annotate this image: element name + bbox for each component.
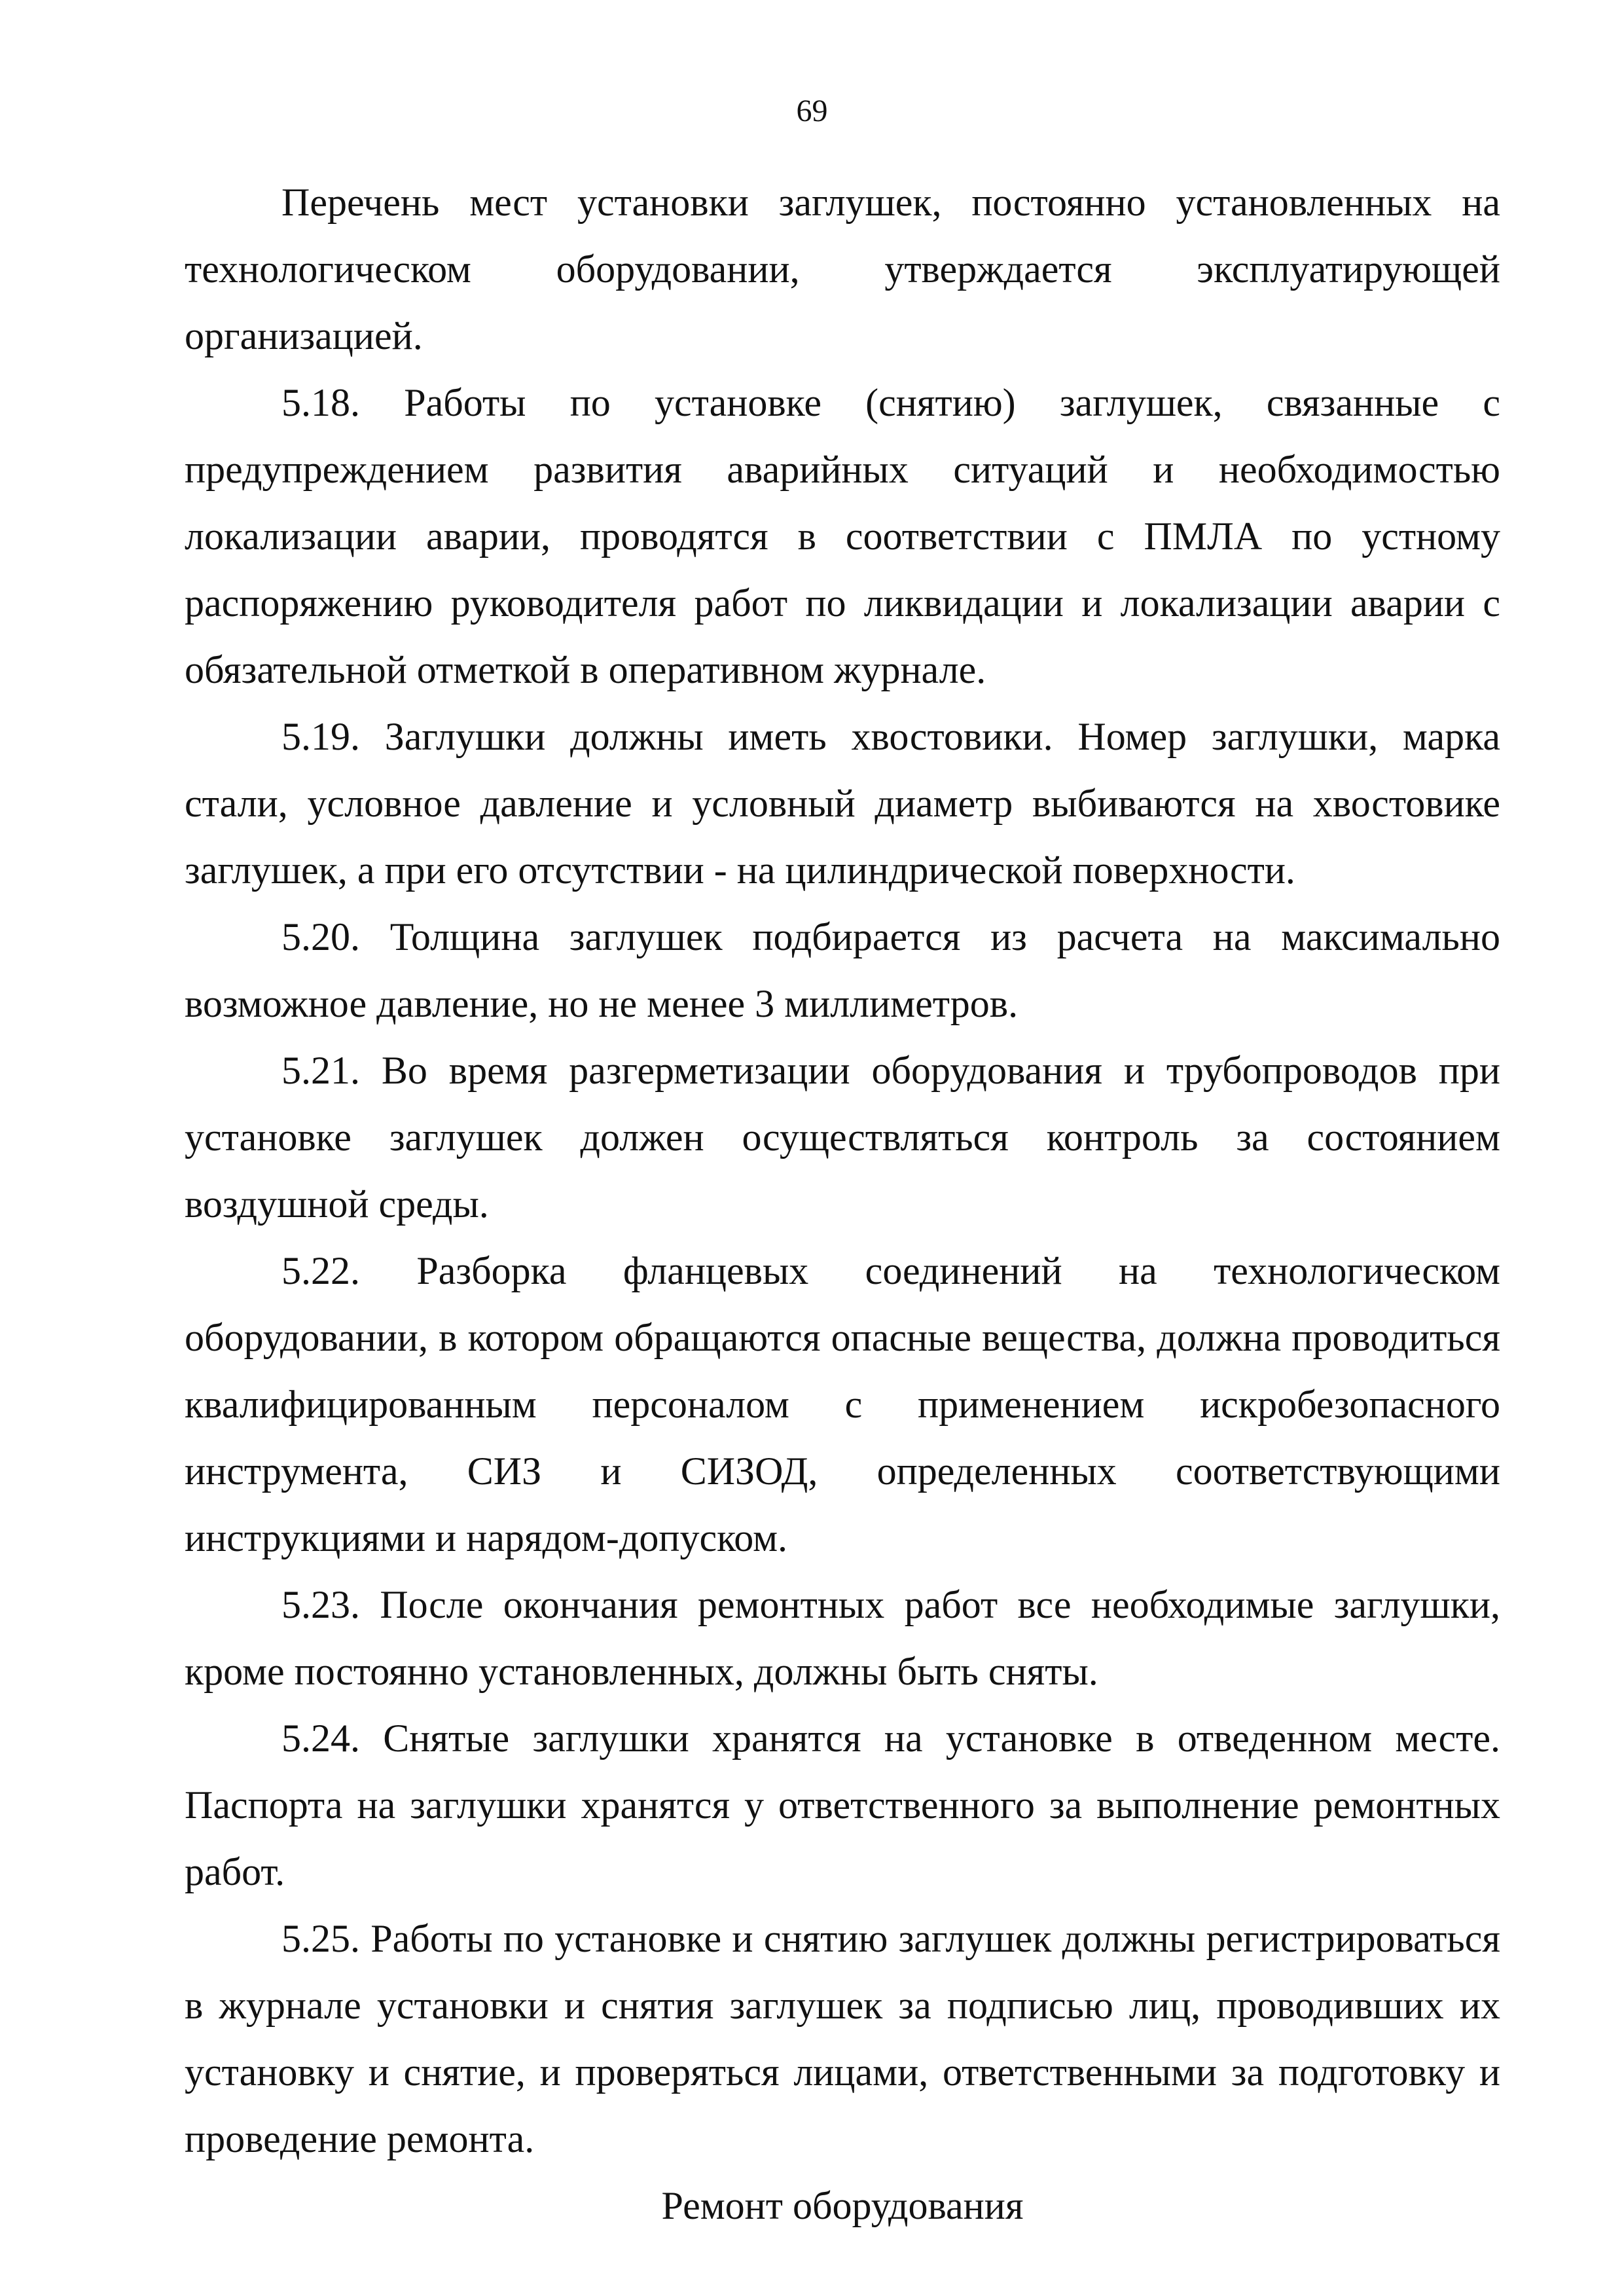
paragraph-5-21: 5.21. Во время разгерметизации оборудования и трубопроводов при установке заглушек должен осуществляться контроль за состоянием воздушной среды. (185, 1049, 1500, 1226)
section-heading: Ремонт оборудования (661, 2184, 1024, 2227)
paragraph-5-19: 5.19. Заглушки должны иметь хвостовики. Номер заглушки, марка стали, условное давление и условный диаметр выбиваются на хвостовике заглушек, а при его отсутствии - на цилиндрической поверхности. (185, 715, 1500, 892)
paragraph-5-23: 5.23. После окончания ремонтных работ все необходимые заглушки, кроме постоянно установленных, должны быть сняты. (185, 1583, 1500, 1693)
paragraph-plug-list: Перечень мест установки заглушек, постоянно установленных на технологическом оборудовании, утверждается эксплуатирующей организацией. (185, 181, 1500, 357)
page-number: 69 (796, 94, 828, 128)
paragraph-5-18: 5.18. Работы по установке (снятию) заглушек, связанные с предупреждением развития аварийных ситуаций и необходимостью локализации аварии, проводятся в соответствии с ПМЛА по устному распоряжению руководителя работ по ликвидации и локализации аварии с обязательной отметкой в оперативном журнале. (185, 381, 1500, 691)
paragraph-5-24: 5.24. Снятые заглушки хранятся на установке в отведенном месте. Паспорта на заглушки хранятся у ответственного за выполнение ремонтных работ. (185, 1717, 1500, 1893)
page-content (185, 169, 1500, 2239)
paragraph-5-25: 5.25. Работы по установке и снятию заглушек должны регистрироваться в журнале установки и снятия заглушек за подписью лиц, проводивших их установку и снятие, и проверяться лицами, ответственными за подготовку и проведение ремонта. (185, 1917, 1500, 2160)
paragraph-5-22: 5.22. Разборка фланцевых соединений на технологическом оборудовании, в котором обращаются опасные вещества, должна проводиться квалифицированным персоналом с применением искробезопасного инструмента, СИЗ и СИЗОД, определенных соответствующими инструкциями и нарядом-допуском. (185, 1249, 1500, 1559)
paragraph-5-20: 5.20. Толщина заглушек подбирается из расчета на максимально возможное давление, но не менее 3 миллиметров. (185, 915, 1500, 1025)
